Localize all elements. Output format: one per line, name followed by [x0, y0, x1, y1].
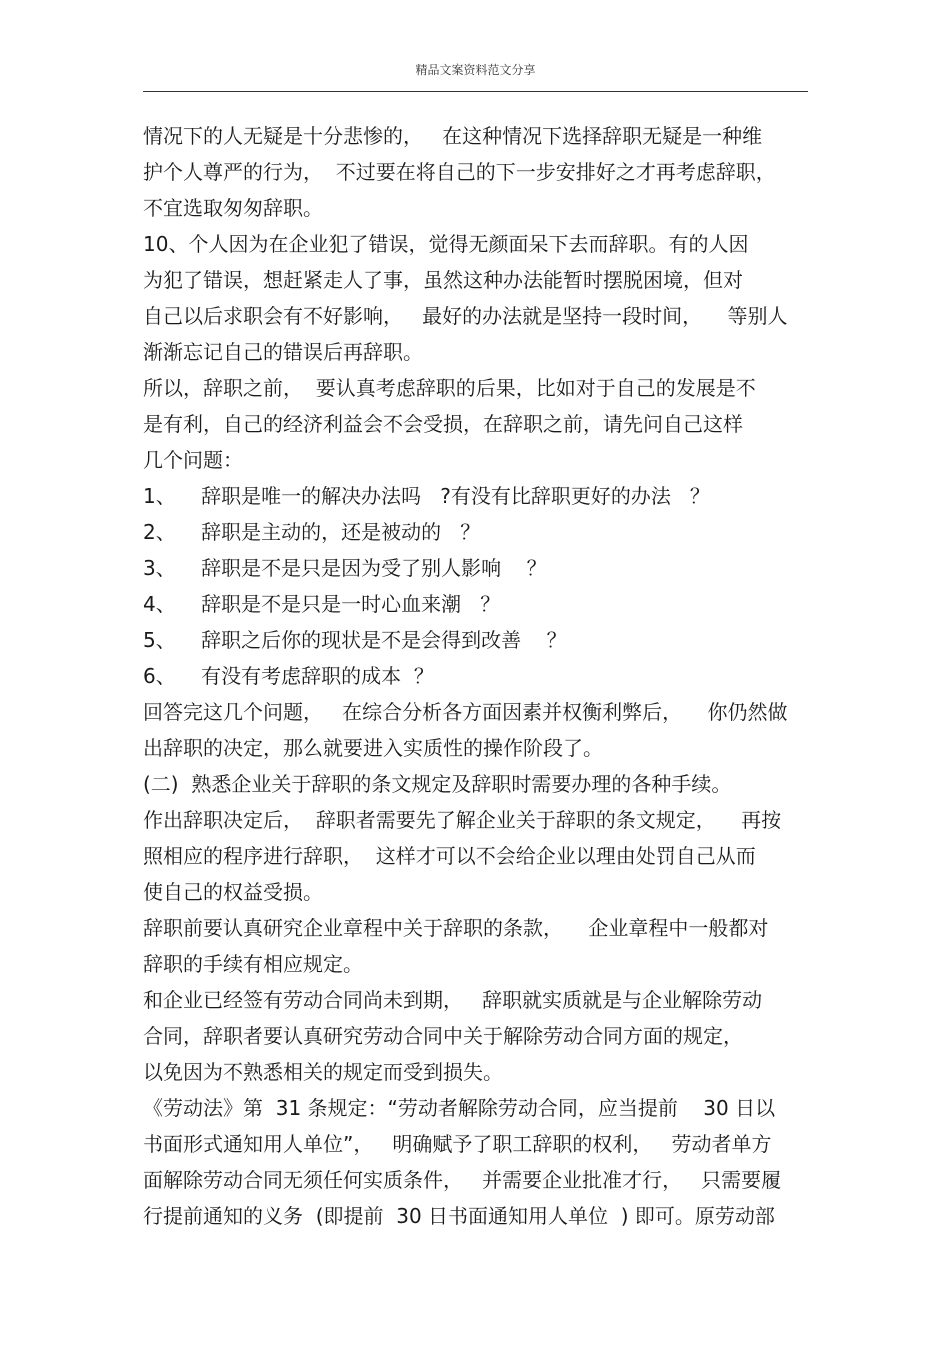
text-line: 情况下的人无疑是十分悲惨的， 在这种情况下选择辞职无疑是一种维: [143, 124, 763, 148]
text-line: 辞职前要认真研究企业章程中关于辞职的条款， 企业章程中一般都对: [143, 916, 769, 940]
list-item: 3、 辞职是不是只是因为受了别人影响 ？: [143, 556, 547, 580]
text-line: 护个人尊严的行为， 不过要在将自己的下一步安排好之才再考虑辞职，: [143, 160, 776, 184]
text-line: 和企业已经签有劳动合同尚未到期， 辞职就实质就是与企业解除劳动: [143, 988, 763, 1012]
text-line: 渐渐忘记自己的错误后再辞职。: [143, 340, 423, 364]
text-line: 作出辞职决定后， 辞职者需要先了解企业关于辞职的条文规定， 再按: [143, 808, 782, 832]
page-header-title: 精品文案资料范文分享: [415, 63, 536, 77]
text-line: 出辞职的决定，那么就要进入实质性的操作阶段了。: [143, 736, 603, 760]
list-item: 5、 辞职之后你的现状是不是会得到改善 ？: [143, 628, 567, 652]
text-line: 自己以后求职会有不好影响， 最好的办法就是坚持一段时间， 等别人: [143, 304, 788, 328]
text-line: 是有利，自己的经济利益会不会受损，在辞职之前，请先问自己这样: [143, 412, 743, 436]
text-line: 行提前通知的义务 (即提前 30 日书面通知用人单位 ) 即可。原劳动部: [143, 1204, 775, 1228]
text-line: 照相应的程序进行辞职， 这样才可以不会给企业以理由处罚自己从而: [143, 844, 756, 868]
list-item: 6、 有没有考虑辞职的成本 ？: [143, 664, 434, 688]
text-line: 10、个人因为在企业犯了错误，觉得无颜面呆下去而辞职。有的人因: [143, 232, 749, 256]
text-line: 为犯了错误，想赶紧走人了事，虽然这种办法能暂时摆脱困境，但对: [143, 268, 743, 292]
text-line: 《劳动法》第 31 条规定：“劳动者解除劳动合同，应当提前 30 日以: [143, 1096, 776, 1120]
text-line: 所以，辞职之前， 要认真考虑辞职的后果，比如对于自己的发展是不: [143, 376, 756, 400]
text-line: 合同，辞职者要认真研究劳动合同中关于解除劳动合同方面的规定，: [143, 1024, 743, 1048]
list-item: 1、 辞职是唯一的解决办法吗 ?有没有比辞职更好的办法 ？: [143, 484, 710, 508]
text-line: 面解除劳动合同无须任何实质条件， 并需要企业批准才行， 只需要履: [143, 1168, 782, 1192]
text-line: 书面形式通知用人单位”， 明确赋予了职工辞职的权利， 劳动者单方: [143, 1132, 772, 1156]
list-item: 2、 辞职是主动的，还是被动的 ？: [143, 520, 481, 544]
header-divider: [143, 91, 808, 92]
section-heading: (二) 熟悉企业关于辞职的条文规定及辞职时需要办理的各种手续。: [143, 772, 732, 796]
text-line: 不宜选取匆匆辞职。: [143, 196, 323, 220]
text-line: 以免因为不熟悉相关的规定而受到损失。: [143, 1060, 503, 1084]
list-item: 4、 辞职是不是只是一时心血来潮 ？: [143, 592, 501, 616]
text-line: 几个问题：: [143, 448, 243, 472]
text-line: 回答完这几个问题， 在综合分析各方面因素并权衡利弊后， 你仍然做: [143, 700, 788, 724]
document-body: [143, 118, 823, 1234]
text-line: 辞职的手续有相应规定。: [143, 952, 363, 976]
text-line: 使自己的权益受损。: [143, 880, 323, 904]
